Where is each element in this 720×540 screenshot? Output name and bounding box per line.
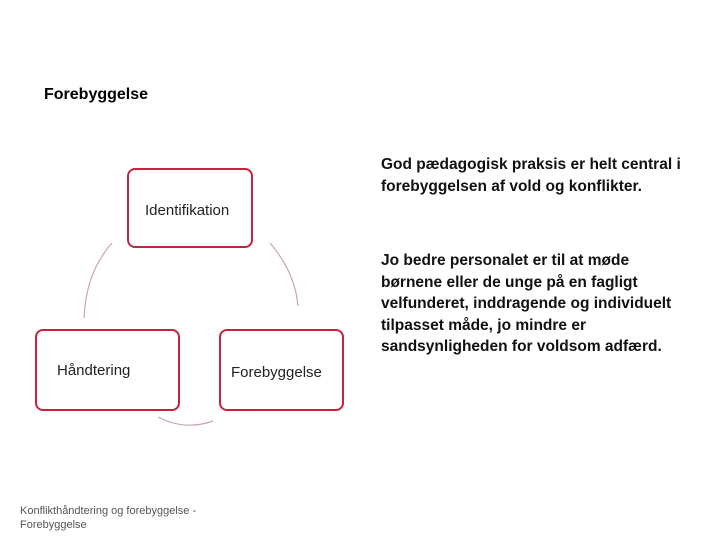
cycle-node-forebyggelse — [219, 329, 344, 411]
connector-haandtering-forebyggelse — [158, 417, 213, 425]
connector-identifikation-forebyggelse — [270, 243, 298, 306]
cycle-node-identifikation-label: Identifikation — [145, 202, 230, 219]
cycle-node-haandtering-label: Håndtering — [57, 362, 131, 379]
slide-title: Forebyggelse — [44, 86, 149, 103]
paragraph-personale: Jo bedre personalet er til at møde børnene eller de unge på en fagligt velfunderet, inddragende og individuelt tilpasset måde, jo mindre er sandsynligheden for voldsom adfærd. — [381, 252, 672, 355]
footer-line-1: Konflikthåndtering og forebyggelse - — [20, 505, 197, 517]
footer — [20, 504, 250, 532]
cycle-node-forebyggelse-label: Forebyggelse — [231, 364, 322, 381]
paragraph-praksis: God pædagogisk praksis er helt central i forebyggelsen af vold og konflikter. — [381, 156, 681, 195]
cycle-node-identifikation — [127, 168, 253, 248]
footer-line-2: Forebyggelse — [20, 519, 87, 531]
connector-identifikation-haandtering — [84, 243, 112, 318]
cycle-node-haandtering — [35, 329, 180, 411]
